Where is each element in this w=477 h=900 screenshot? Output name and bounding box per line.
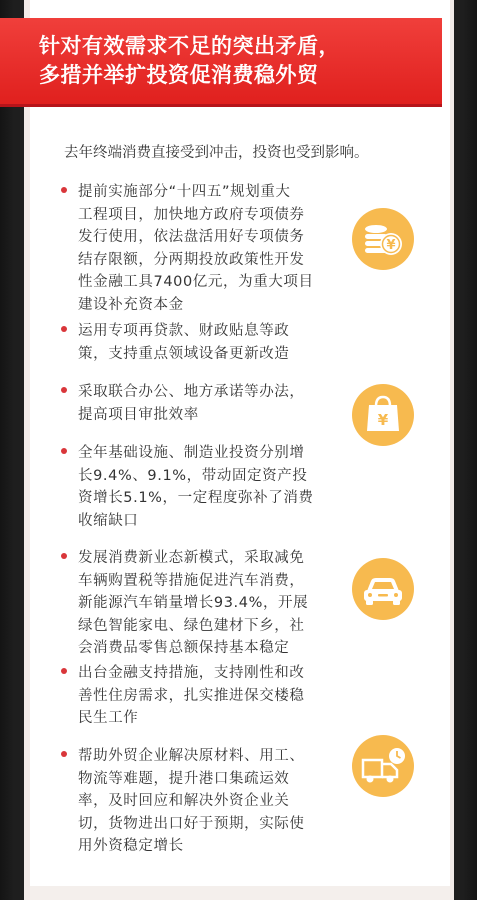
yen-symbol: ¥ xyxy=(377,411,389,429)
item-line: 工程项目，加快地方政府专项债券 xyxy=(78,206,305,223)
banner-title-line-1: 针对有效需求不足的突出矛盾， xyxy=(39,34,340,58)
coins-yen-icon xyxy=(352,208,414,270)
item-line: 长9.4%、9.1%，带动固定资产投 xyxy=(78,467,308,484)
bullet-dot xyxy=(61,448,67,454)
bullet-dot xyxy=(61,553,67,559)
item-line: 资增长5.1%，一定程度弥补了消费 xyxy=(78,490,314,506)
item-line: 全年基础设施、制造业投资分别增 xyxy=(78,445,305,461)
item-line: 物流等难题，提升港口集疏运效 xyxy=(78,770,290,787)
list-item xyxy=(64,442,350,532)
item-line: 发行使用，依法盘活用好专项债务 xyxy=(78,229,305,245)
bullet-dot xyxy=(61,326,67,332)
delivery-truck-clock-icon xyxy=(352,735,414,797)
intro-text: 去年终端消费直接受到冲击，投资也受到影响。 xyxy=(64,145,369,161)
bullet-dot xyxy=(61,751,67,757)
item-line: 策，支持重点领域设备更新改造 xyxy=(78,345,290,362)
list-item xyxy=(64,745,350,858)
list-item xyxy=(64,547,350,660)
card-bottom-edge xyxy=(30,886,450,900)
bullet-dot xyxy=(61,187,67,193)
item-line: 提前实施部分“十四五”规划重大 xyxy=(78,184,291,200)
item-line: 结存限额，分两期投放政策性开发 xyxy=(78,251,305,268)
item-line: 绿色智能家电、绿色建材下乡，社 xyxy=(78,617,305,634)
item-line: 车辆购置税等措施促进汽车消费， xyxy=(78,572,305,589)
shopping-bag-yen-icon xyxy=(352,384,414,446)
item-line: 善性住房需求，扎实推进保交楼稳 xyxy=(78,687,305,704)
bullet-dot xyxy=(61,668,67,674)
item-line: 会消费品零售总额保持基本稳定 xyxy=(78,640,290,656)
banner-title-line-2: 多措并举扩投资促消费稳外贸 xyxy=(39,63,319,87)
list-item xyxy=(64,381,350,426)
list-item xyxy=(64,181,350,316)
car-icon xyxy=(352,558,414,620)
yen-symbol: ¥ xyxy=(386,238,396,253)
item-line: 出台金融支持措施，支持刚性和改 xyxy=(78,665,305,681)
item-line: 切，货物进出口好于预期，实际使 xyxy=(78,815,305,832)
list-item xyxy=(64,662,350,730)
item-line: 民生工作 xyxy=(78,710,139,726)
item-line: 率，及时回应和解决外资企业关 xyxy=(78,793,290,809)
item-line: 建设补充资本金 xyxy=(78,296,184,313)
item-line: 新能源汽车销量增长93.4%，开展 xyxy=(78,595,309,611)
item-line: 用外资稳定增长 xyxy=(78,838,184,854)
item-line: 采取联合办公、地方承诺等办法， xyxy=(78,384,305,400)
list-item xyxy=(64,320,350,365)
banner-title xyxy=(39,32,439,90)
item-line: 发展消费新业态新模式，采取减免 xyxy=(78,550,305,566)
item-line: 性金融工具7400亿元，为重大项目 xyxy=(78,274,314,290)
item-line: 运用专项再贷款、财政贴息等政 xyxy=(78,323,290,339)
bullet-dot xyxy=(61,387,67,393)
item-line: 帮助外贸企业解决原材料、用工、 xyxy=(78,748,305,764)
item-line: 收缩缺口 xyxy=(78,512,139,529)
item-line: 提高项目审批效率 xyxy=(78,406,199,423)
